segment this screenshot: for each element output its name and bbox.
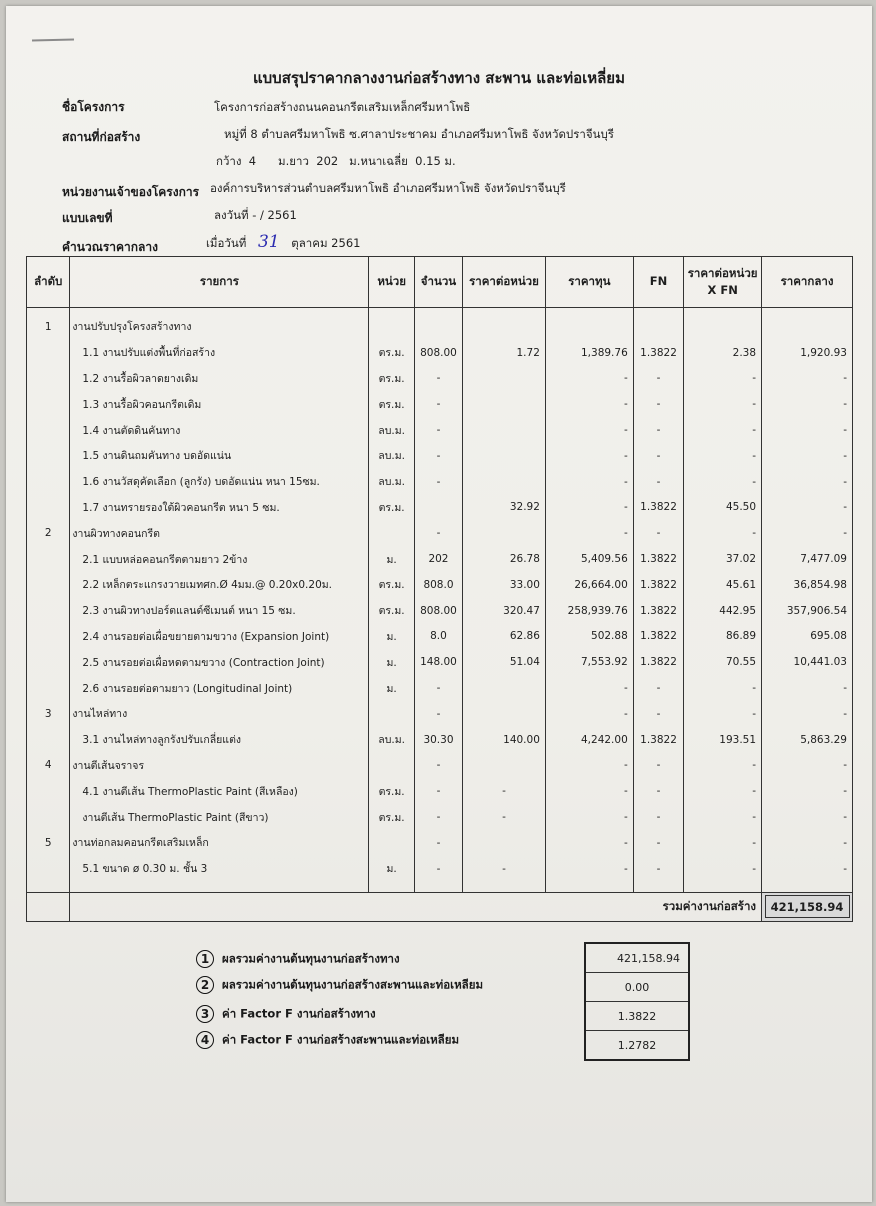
header-order: ลำดับ (27, 257, 70, 308)
cell-quantity (414, 308, 462, 340)
cell-order (27, 572, 70, 598)
cell-unit: ตร.ม. (369, 366, 414, 392)
table-row (27, 443, 853, 469)
cell-unit: ตร.ม. (369, 340, 414, 366)
header-unit-price: ราคาต่อหน่วย (463, 257, 546, 308)
header-cost: ราคาทุน (545, 257, 633, 308)
cell-item: งานท่อกลมคอนกรีตเสริมเหล็ก (70, 830, 369, 856)
header-quantity: จำนวน (414, 257, 462, 308)
cell-item: 2.5 งานรอยต่อเผื่อหดตามขวาง (Contraction Joint) (70, 649, 369, 675)
cell-unit-price (463, 701, 546, 727)
circled-number: 3 (196, 1005, 214, 1023)
cell-middle-price: 5,863.29 (762, 727, 853, 753)
cell-unit-price-fn: 45.50 (684, 495, 762, 521)
cell-cost: 1,389.76 (545, 340, 633, 366)
cell-unit-price (463, 443, 546, 469)
cell-unit-price-fn: - (684, 469, 762, 495)
cell-fn: 1.3822 (633, 598, 684, 624)
handwritten-day: 31 (257, 232, 280, 252)
cell-middle-price: - (762, 675, 853, 701)
cell-cost: - (545, 417, 633, 443)
agency-label: หน่วยงานเจ้าของโครงการ (62, 185, 200, 199)
cell-unit-price: - (463, 804, 546, 830)
cell-quantity: - (414, 830, 462, 856)
cell-fn: - (633, 830, 684, 856)
cell-cost: - (545, 495, 633, 521)
cell-quantity: - (414, 753, 462, 779)
cell-unit (369, 308, 414, 340)
cell-unit-price (463, 830, 546, 856)
cell-fn: - (633, 520, 684, 546)
cell-unit-price-fn: 37.02 (684, 546, 762, 572)
header-unit-price-fn: ราคาต่อหน่วย X FN (684, 257, 762, 308)
cell-unit: ม. (369, 624, 414, 650)
cell-item: 1.2 งานรื้อผิวลาดยางเดิม (70, 366, 369, 392)
calc-date (206, 232, 360, 253)
cell-middle-price: - (762, 804, 853, 830)
cell-quantity: 8.0 (414, 624, 462, 650)
cell-unit-price-fn: 70.55 (684, 649, 762, 675)
header-item: รายการ (70, 257, 369, 308)
cell-quantity: 148.00 (414, 649, 462, 675)
cell-order (27, 727, 70, 753)
cell-unit-price-fn: - (684, 804, 762, 830)
cell-unit-price: 32.92 (463, 495, 546, 521)
cell-unit: ตร.ม. (369, 804, 414, 830)
total-label: รวมค่างานก่อสร้าง (70, 892, 762, 921)
cell-middle-price: 1,920.93 (762, 340, 853, 366)
cell-quantity: - (414, 778, 462, 804)
table-row (27, 675, 853, 701)
cell-quantity: 808.00 (414, 340, 462, 366)
cell-fn: - (633, 856, 684, 882)
table-row (27, 366, 853, 392)
cell-order (27, 546, 70, 572)
summary-label: ค่า Factor F งานก่อสร้างสะพานและท่อเหลียม (222, 1032, 460, 1047)
cell-item: 1.5 งานดินถมคันทาง บดอัดแน่น (70, 443, 369, 469)
table-row (27, 417, 853, 443)
cell-unit-price-fn: 2.38 (684, 340, 762, 366)
cell-cost: - (545, 804, 633, 830)
cell-unit-price-fn (684, 308, 762, 340)
table-row (27, 495, 853, 521)
cell-middle-price: 357,906.54 (762, 598, 853, 624)
table-row (27, 856, 853, 882)
cell-quantity: - (414, 443, 462, 469)
cell-order (27, 804, 70, 830)
calc-suffix: ตุลาคม 2561 (291, 236, 361, 250)
cell-order (27, 366, 70, 392)
cell-item: 2.4 งานรอยต่อเผื่อขยายตามขวาง (Expansion Joint) (70, 624, 369, 650)
cell-cost: - (545, 778, 633, 804)
pencil-mark (32, 38, 74, 41)
cell-cost: - (545, 366, 633, 392)
cell-unit-price (463, 520, 546, 546)
cell-middle-price: - (762, 366, 853, 392)
summary-label: ค่า Factor F งานก่อสร้างทาง (222, 1006, 376, 1021)
table-row (27, 308, 853, 340)
cell-order (27, 417, 70, 443)
cell-middle-price: - (762, 753, 853, 779)
summary-value-2: 0.00 (585, 973, 689, 1002)
cell-unit-price-fn: 86.89 (684, 624, 762, 650)
cell-fn: - (633, 804, 684, 830)
cell-unit-price-fn: - (684, 830, 762, 856)
summary-line-1 (196, 950, 400, 969)
cell-unit-price-fn: - (684, 391, 762, 417)
cell-unit: ม. (369, 675, 414, 701)
cell-item: 2.6 งานรอยต่อตามยาว (Longitudinal Joint) (70, 675, 369, 701)
cell-quantity: - (414, 366, 462, 392)
cell-unit: ลบ.ม. (369, 443, 414, 469)
cell-unit-price (463, 417, 546, 443)
cell-unit: ตร.ม. (369, 495, 414, 521)
summary-values-box (584, 942, 690, 1061)
cell-middle-price: 695.08 (762, 624, 853, 650)
cell-item: 1.4 งานตัดดินคันทาง (70, 417, 369, 443)
cell-order (27, 856, 70, 882)
table-row (27, 340, 853, 366)
document-title: แบบสรุปราคากลางงานก่อสร้างทาง สะพาน และท่อเหลี่ยม (252, 69, 625, 87)
cell-item: งานไหล่ทาง (70, 701, 369, 727)
cell-quantity: - (414, 417, 462, 443)
cell-cost: - (545, 391, 633, 417)
cell-unit: ตร.ม. (369, 572, 414, 598)
cell-middle-price: - (762, 856, 853, 882)
cell-cost: - (545, 701, 633, 727)
summary-label: ผลรวมค่างานต้นทุนงานก่อสร้างทาง (222, 951, 400, 966)
cell-unit-price: 62.86 (463, 624, 546, 650)
cell-item: 4.1 งานตีเส้น ThermoPlastic Paint (สีเหลือง) (70, 778, 369, 804)
table-header-row (27, 257, 853, 308)
table-row (27, 624, 853, 650)
cell-order (27, 598, 70, 624)
cell-fn: - (633, 753, 684, 779)
summary-label: ผลรวมค่างานต้นทุนงานก่อสร้างสะพานและท่อเหลียม (222, 977, 484, 992)
cell-unit-price: - (463, 856, 546, 882)
summary-value-4: 1.2782 (585, 1031, 689, 1061)
cell-fn (633, 308, 684, 340)
cell-unit-price: 26.78 (463, 546, 546, 572)
cell-item: 1.6 งานวัสดุคัดเลือก (ลูกรัง) บดอัดแน่น หนา 15ซม. (70, 469, 369, 495)
cell-fn: - (633, 778, 684, 804)
circled-number: 4 (196, 1031, 214, 1049)
cell-order (27, 391, 70, 417)
cell-item: 2.2 เหล็กตระแกรงวายเมทศก.Ø 4มม.@ 0.20x0.20ม. (70, 572, 369, 598)
cell-quantity: 202 (414, 546, 462, 572)
calc-label: คำนวณราคากลาง (62, 240, 159, 254)
cell-item: 1.7 งานทรายรองใต้ผิวคอนกรีต หนา 5 ซม. (70, 495, 369, 521)
cell-unit-price: 33.00 (463, 572, 546, 598)
dimension-value: กว้าง 4 ม.ยาว 202 ม.หนาเฉลี่ย 0.15 ม. (216, 154, 456, 168)
plan-value: ลงวันที่ - / 2561 (214, 208, 297, 222)
cell-middle-price: - (762, 391, 853, 417)
cell-cost: - (545, 520, 633, 546)
cell-fn: - (633, 443, 684, 469)
table-row (27, 546, 853, 572)
cell-cost: - (545, 753, 633, 779)
cell-item: 2.1 แบบหล่อคอนกรีตตามยาว 2ข้าง (70, 546, 369, 572)
cell-unit: ตร.ม. (369, 598, 414, 624)
cell-order (27, 778, 70, 804)
cell-unit-price-fn: - (684, 701, 762, 727)
cell-middle-price: 36,854.98 (762, 572, 853, 598)
cell-order (27, 624, 70, 650)
cell-order (27, 469, 70, 495)
cell-fn: - (633, 417, 684, 443)
circled-number: 1 (196, 950, 214, 968)
cell-quantity: 808.0 (414, 572, 462, 598)
cell-quantity: - (414, 391, 462, 417)
table-row (27, 469, 853, 495)
cell-quantity: - (414, 520, 462, 546)
total-value: 421,158.94 (762, 892, 853, 921)
cell-item: 1.1 งานปรับแต่งพื้นที่ก่อสร้าง (70, 340, 369, 366)
cell-unit-price-fn: - (684, 753, 762, 779)
cell-unit: ม. (369, 649, 414, 675)
cell-order: 5 (27, 830, 70, 856)
cell-unit (369, 701, 414, 727)
cell-fn: 1.3822 (633, 649, 684, 675)
cell-item: 3.1 งานไหล่ทางลูกรังปรับเกลี่ยแต่ง (70, 727, 369, 753)
cell-unit-price: 140.00 (463, 727, 546, 753)
cell-fn: - (633, 469, 684, 495)
cell-fn: 1.3822 (633, 727, 684, 753)
total-spacer (27, 892, 70, 921)
cell-middle-price: - (762, 443, 853, 469)
summary-line-3 (196, 1005, 376, 1024)
cell-unit-price-fn: - (684, 778, 762, 804)
header-fn: FN (633, 257, 684, 308)
table-row (27, 701, 853, 727)
cell-unit-price (463, 753, 546, 779)
cell-fn: 1.3822 (633, 572, 684, 598)
cell-unit-price (463, 675, 546, 701)
cell-order (27, 340, 70, 366)
cell-unit: ลบ.ม. (369, 417, 414, 443)
cell-item: งานผิวทางคอนกรีต (70, 520, 369, 546)
cell-cost: - (545, 443, 633, 469)
calc-prefix: เมื่อวันที่ (206, 236, 247, 250)
cell-cost: 7,553.92 (545, 649, 633, 675)
cell-quantity: - (414, 804, 462, 830)
cell-order: 1 (27, 308, 70, 340)
cell-unit-price-fn: - (684, 417, 762, 443)
cell-middle-price: - (762, 469, 853, 495)
cell-cost: 26,664.00 (545, 572, 633, 598)
agency-value: องค์การบริหารส่วนตำบลศรีมหาโพธิ อำเภอศรีมหาโพธิ จังหวัดปราจีนบุรี (210, 181, 566, 195)
table-row (27, 520, 853, 546)
cell-quantity: - (414, 469, 462, 495)
cell-middle-price: 7,477.09 (762, 546, 853, 572)
summary-line-4 (196, 1031, 459, 1050)
cell-cost: - (545, 856, 633, 882)
cell-unit-price-fn: - (684, 856, 762, 882)
cell-cost: - (545, 675, 633, 701)
cell-unit (369, 520, 414, 546)
cell-unit-price (463, 366, 546, 392)
cell-unit: ตร.ม. (369, 391, 414, 417)
cell-item: งานตีเส้น ThermoPlastic Paint (สีขาว) (70, 804, 369, 830)
cell-cost (545, 308, 633, 340)
table-row (27, 649, 853, 675)
cell-item: 5.1 ขนาด ø 0.30 ม. ชั้น 3 (70, 856, 369, 882)
cell-fn: 1.3822 (633, 495, 684, 521)
cell-fn: - (633, 675, 684, 701)
cell-cost: 4,242.00 (545, 727, 633, 753)
cell-item: 2.3 งานผิวทางปอร์ตแลนด์ซีเมนต์ หนา 15 ซม. (70, 598, 369, 624)
cell-unit-price (463, 308, 546, 340)
document-page (6, 6, 872, 1202)
cell-cost: 5,409.56 (545, 546, 633, 572)
cell-order (27, 675, 70, 701)
cell-item: 1.3 งานรื้อผิวคอนกรีตเดิม (70, 391, 369, 417)
location-label: สถานที่ก่อสร้าง (62, 130, 141, 144)
cell-fn: - (633, 391, 684, 417)
cell-order (27, 649, 70, 675)
table-row (27, 753, 853, 779)
cell-unit-price-fn: 45.61 (684, 572, 762, 598)
cell-fn: 1.3822 (633, 340, 684, 366)
cell-middle-price: - (762, 495, 853, 521)
project-value: โครงการก่อสร้างถนนคอนกรีตเสริมเหล็กศรีมหาโพธิ (214, 100, 471, 114)
cell-order: 4 (27, 753, 70, 779)
table-row (27, 804, 853, 830)
cell-fn: - (633, 366, 684, 392)
cell-unit-price-fn: - (684, 520, 762, 546)
cell-unit-price (463, 391, 546, 417)
cell-quantity: - (414, 701, 462, 727)
cell-quantity: - (414, 675, 462, 701)
cell-unit: ม. (369, 856, 414, 882)
cell-middle-price (762, 308, 853, 340)
cell-fn: 1.3822 (633, 624, 684, 650)
total-row (27, 892, 853, 921)
cell-unit (369, 753, 414, 779)
summary-value-3: 1.3822 (585, 1002, 689, 1031)
cell-middle-price: - (762, 830, 853, 856)
cell-middle-price: - (762, 701, 853, 727)
cell-unit-price (463, 469, 546, 495)
cell-cost: 502.88 (545, 624, 633, 650)
cell-order (27, 443, 70, 469)
cell-middle-price: 10,441.03 (762, 649, 853, 675)
cell-unit-price-fn: - (684, 366, 762, 392)
spacer-row (27, 882, 853, 893)
cell-unit-price-fn: - (684, 675, 762, 701)
cell-unit: ลบ.ม. (369, 469, 414, 495)
cell-unit-price-fn: 193.51 (684, 727, 762, 753)
cell-unit-price: - (463, 778, 546, 804)
cell-unit: ลบ.ม. (369, 727, 414, 753)
cell-fn: 1.3822 (633, 546, 684, 572)
cell-item: งานปรับปรุงโครงสร้างทาง (70, 308, 369, 340)
cell-quantity: - (414, 856, 462, 882)
cell-unit (369, 830, 414, 856)
cell-middle-price: - (762, 417, 853, 443)
header-unit: หน่วย (369, 257, 414, 308)
cell-cost: - (545, 830, 633, 856)
circled-number: 2 (196, 976, 214, 994)
header-middle-price: ราคากลาง (762, 257, 853, 308)
cell-order: 2 (27, 520, 70, 546)
cell-order (27, 495, 70, 521)
cell-unit-price: 1.72 (463, 340, 546, 366)
cell-item: งานตีเส้นจราจร (70, 753, 369, 779)
table-row (27, 778, 853, 804)
cell-order: 3 (27, 701, 70, 727)
table-row (27, 830, 853, 856)
cell-unit: ม. (369, 546, 414, 572)
cell-unit-price: 51.04 (463, 649, 546, 675)
plan-label: แบบเลขที่ (62, 211, 113, 225)
summary-value-1: 421,158.94 (585, 943, 689, 973)
cell-middle-price: - (762, 778, 853, 804)
table-body (27, 308, 853, 922)
table-row (27, 598, 853, 624)
table-row (27, 572, 853, 598)
cell-cost: - (545, 469, 633, 495)
cell-fn: - (633, 701, 684, 727)
cell-middle-price: - (762, 520, 853, 546)
cell-unit-price-fn: - (684, 443, 762, 469)
price-table (26, 256, 853, 922)
cell-quantity: 30.30 (414, 727, 462, 753)
summary-line-2 (196, 976, 483, 995)
cell-unit: ตร.ม. (369, 778, 414, 804)
table-row (27, 727, 853, 753)
cell-quantity (414, 495, 462, 521)
project-label: ชื่อโครงการ (62, 100, 125, 114)
cell-unit-price-fn: 442.95 (684, 598, 762, 624)
location-value: หมู่ที่ 8 ตำบลศรีมหาโพธิ ซ.ศาลาประชาคม อำเภอศรีมหาโพธิ จังหวัดปราจีนบุรี (224, 127, 614, 141)
table-row (27, 391, 853, 417)
cell-quantity: 808.00 (414, 598, 462, 624)
cell-cost: 258,939.76 (545, 598, 633, 624)
cell-unit-price: 320.47 (463, 598, 546, 624)
